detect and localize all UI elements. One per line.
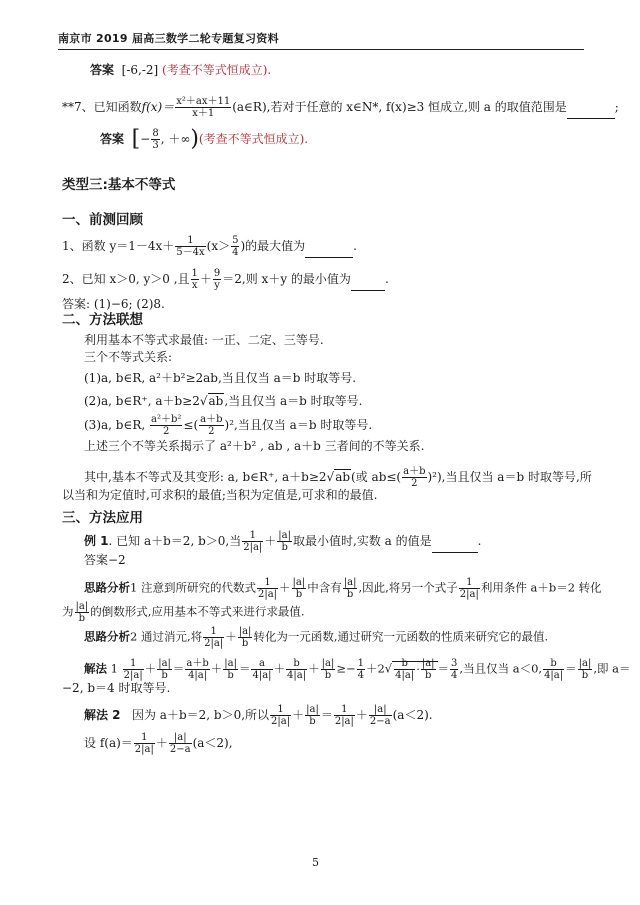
rq1-f1-den: 5－4x (176, 247, 205, 258)
rq2-f2-num: 9 (213, 268, 221, 279)
s1-fraction-10 (421, 658, 436, 681)
q7-fraction-num: x²＋ax＋11 (176, 96, 231, 107)
inequality-1: (1)a, b∈R, a²＋b²≥2ab,当且仅当 a＝b 时取等号. (84, 371, 357, 385)
s1-f4-num: |a| (224, 658, 237, 669)
solution-2-text-b: (a＜2). (392, 708, 433, 722)
s1-f5-num: a (251, 658, 272, 670)
solution-2-text-a: 因为 a＋b＝2, b＞0,所以 (131, 708, 270, 722)
section-2-title: 二、方法联想 (62, 312, 143, 328)
ineq2-text-a: (2)a, b∈R⁺, a＋b≥2 (84, 394, 200, 408)
method-summary: 上述三个不等关系揭示了 a²＋b² , ab , a＋b 三者间的不等关系. (84, 439, 425, 453)
rq1-end: . (353, 239, 357, 253)
s1-fraction-2 (157, 658, 172, 681)
rq2-f1-num: 1 (191, 268, 198, 279)
s2-f2-den: b (309, 716, 316, 727)
rq2-end: . (384, 272, 389, 286)
an1-fraction-3 (343, 577, 358, 600)
an1-f1-den: 2|a| (257, 589, 278, 600)
header-rule (58, 49, 584, 50)
s2-fraction-3 (334, 704, 355, 727)
ineq3-text-a: (3)a, b∈R, (84, 418, 146, 432)
s1-fraction-12 (543, 658, 564, 681)
ineq3-f1-num: a²＋b² (151, 414, 182, 425)
ineq2-text-b: ,当且仅当 a＝b 时取等号. (224, 394, 363, 408)
s2-fraction-4 (369, 704, 392, 727)
inequality-3 (84, 414, 372, 437)
rq2-f1-den: x (191, 280, 198, 291)
ex1-f1-den: 2|a| (243, 542, 263, 553)
example-1-text-b: 取最小值时,实数 a 的值是 (293, 534, 432, 548)
review-answers: 答案: (1)−6; (2)8. (62, 297, 165, 311)
answer-7-fraction-num: 8 (152, 128, 159, 139)
s1-eq: ＝ (437, 661, 450, 676)
s1-f2-num: |a| (158, 658, 171, 669)
ineq3-text-b: )²,当且仅当 a＝b 时取等号. (224, 418, 373, 432)
s1-ge: ≥− (336, 661, 356, 676)
s1-fraction-9 (394, 658, 415, 681)
answer-7-close-bracket: ) (190, 126, 199, 152)
solution-1-line-1: 解法 1 $\frac{1}{2|a|}$ ＋ $\frac{|a|}{b}$ ＝ $\frac{a+b}{4|a|}$ ＋ $\frac{|a|}{b}$ ＝ $\frac{a}{4|a|}$ ＋ $\frac{b}{4|a|}$ ＋ $\frac{|a|}{b}$ ≥− $\frac{1}{4}$ ＋2√ $\frac{b}{4|a|}$ · $\frac{|a|}{b}$ ＝ $\frac{3}{4}$ ,当且仅当 a＜0, $\frac{b}{4|a|}$ ＝ $\frac{|a|}{b}$ ,即 a＝ (84, 658, 631, 681)
analysis-1-line-1 (84, 577, 602, 600)
s1-fraction-6 (286, 658, 307, 681)
ex1-f2-den: b (281, 542, 288, 553)
s2-f4-num: |a| (369, 704, 392, 716)
s1-f11-num: 3 (451, 658, 458, 669)
q7-end: ; (614, 100, 619, 114)
answer-7-label: 答案 (100, 132, 125, 146)
corollary-f-num: a＋b (403, 466, 426, 477)
sqrt-sign: √ (384, 661, 393, 676)
s1-f13-num: |a| (578, 658, 592, 669)
corollary-fraction (402, 466, 426, 489)
s1-f9-den: 4|a| (395, 670, 415, 681)
review-question-2 (62, 268, 389, 291)
answer-6-note: (考查不等式恒成立). (162, 63, 272, 77)
review-question-1 (62, 235, 357, 258)
s2-f4-den: 2−a (369, 716, 391, 727)
ex1-plus: ＋ (264, 534, 277, 548)
s1-fraction-7 (321, 658, 336, 681)
an2-f1-den: 2|a| (204, 638, 224, 649)
s1-f10-den: b (424, 670, 432, 681)
an1-f1-num: 1 (257, 577, 278, 589)
an1-f5-num: |a| (75, 601, 89, 612)
s1-tail-2: ,即 a＝ (593, 661, 631, 676)
an1-fraction-5 (75, 601, 90, 624)
corollary-text-a: 其中,基本不等式及其变形: a, b∈R⁺, a＋b≥2 (84, 470, 327, 484)
rq2-text-a: 2、已知 x＞0, y＞0 ,且 (62, 272, 190, 286)
ex1-fraction-2 (277, 530, 292, 553)
s1-f2-den: b (161, 670, 168, 681)
s1-f13-den: b (581, 670, 589, 681)
s3-f2-den: 2−a (169, 744, 191, 755)
an2-plus: ＋ (225, 629, 237, 644)
solution-2-define-f: 设 f(a)＝ $\frac{1}{2|a|}$ ＋ $\frac{|a|}{2-a}$ (a＜2), (84, 732, 233, 755)
answer-6-line (90, 62, 271, 78)
rq2-answer-blank (351, 290, 385, 291)
answer-6-value: [-6,-2] (121, 63, 159, 77)
page-number: 5 (312, 856, 319, 869)
ex1-f2-num: |a| (278, 530, 291, 541)
corollary-f-den: 2 (411, 478, 418, 489)
analysis-2 (84, 626, 548, 649)
corollary-radicand: ab (335, 470, 351, 484)
answer-6-label: 答案 (90, 63, 115, 77)
corollary-text-c: )²),当且仅当 a＝b 时取等号,所 (427, 470, 592, 484)
an2-fraction-2 (238, 626, 253, 649)
s1-f10-num: |a| (421, 658, 435, 669)
an1-plus: ＋ (279, 580, 291, 595)
corollary-text-b: (或 ab≤( (351, 470, 402, 484)
s1-f1-den: 2|a| (123, 670, 143, 681)
s2-fraction-2 (305, 704, 320, 727)
answer-7-fraction-den: 3 (152, 140, 159, 151)
s1-f6-num: b (286, 658, 307, 670)
an1-fraction-1 (257, 577, 278, 600)
analysis-1-text-d: 利用条件 a＋b＝2 转化 (480, 580, 602, 595)
s3-f1-den: 2|a| (134, 744, 154, 755)
ineq3-fraction-2 (199, 414, 223, 437)
solution-1-line-2: −2, b＝4 时取等号. (62, 681, 171, 695)
an1-f2-num: |a| (292, 577, 306, 588)
rq2-fraction-1 (191, 268, 199, 291)
s1-f7-num: |a| (321, 658, 335, 669)
q7-mid: (a∈R),若对于任意的 x∈N*, f(x)≥3 恒成立,则 a 的取值范围是 (232, 100, 567, 114)
s1-f12-num: b (543, 658, 564, 670)
s1-fraction-11 (450, 658, 458, 681)
s2-fraction-1 (270, 704, 291, 727)
rq1-fraction-2 (231, 235, 239, 258)
rq1-f2-num: 5 (232, 235, 239, 246)
an1-f4-den: 2|a| (459, 589, 479, 600)
q7-fx: f(x)＝ (141, 100, 175, 114)
s2-f1-den: 2|a| (271, 716, 291, 727)
method-line-2: 三个不等式关系: (84, 350, 173, 364)
q7-fraction-den: x＋1 (192, 108, 215, 119)
rq2-plus: ＋ (199, 272, 212, 286)
s1-f1-num: 1 (123, 658, 144, 670)
example-1 (84, 530, 481, 553)
s1-tail: ,当且仅当 a＜0, (459, 661, 543, 676)
sqrt-sign: √ (199, 394, 208, 408)
q7-fraction (175, 96, 231, 119)
s1-f3-num: a＋b (186, 658, 209, 669)
s1-fraction-5 (251, 658, 272, 681)
solution-1-label: 解法 (84, 661, 107, 676)
analysis-1-line-2 (62, 601, 305, 624)
s1-f4-den: b (227, 670, 234, 681)
analysis-2-text-b: 转化为一元函数,通过研究一元函数的性质来研究它的最值. (253, 629, 549, 644)
an1-f2-den: b (295, 589, 303, 600)
example-1-answer: 答案−2 (84, 553, 126, 567)
solution-2: 解法 2 因为 a＋b＝2, b＞0,所以 $\frac{1}{2|a|}$ ＋ $\frac{|a|}{b}$ ＝ $\frac{1}{2|a|}$ ＋ $\frac{|a|}{2-a}$ (a＜2). (84, 704, 433, 727)
s2-f1-num: 1 (270, 704, 291, 716)
s1-f5-den: 4|a| (252, 670, 272, 681)
sqrt-sign: √ (326, 470, 335, 484)
rq1-f1-num: 1 (175, 235, 205, 247)
rq1-answer-blank (305, 257, 353, 258)
analysis-2-label: 思路分析 (84, 629, 130, 644)
s1-f11-den: 4 (451, 670, 458, 681)
define-f-text-a: 设 f(a)＝ (84, 736, 133, 750)
inequality-2 (84, 393, 362, 409)
s1-radicand: $\frac{b}{4|a|}$ · $\frac{|a|}{b}$ (392, 661, 437, 676)
ineq3-f2-den: 2 (208, 426, 215, 437)
ineq3-fraction-1 (150, 414, 182, 437)
analysis-1-text-c: ,因此,将另一个式子 (358, 580, 458, 595)
an1-f3-num: |a| (343, 577, 357, 588)
an2-f2-num: |a| (238, 626, 252, 637)
answer-7-infinity: , ＋∞ (160, 132, 191, 146)
answer-7-line (100, 128, 308, 151)
an2-f2-den: b (241, 638, 249, 649)
question-7 (62, 96, 619, 119)
rq2-f2-den: y (214, 280, 220, 291)
example-1-label: 例 1 (84, 534, 109, 548)
s2-f2-num: |a| (306, 704, 319, 715)
section-1-title: 一、前测回顾 (62, 212, 143, 228)
an1-fraction-2 (292, 577, 307, 600)
ex1-fraction-1 (242, 530, 263, 553)
ineq3-f2-num: a＋b (200, 414, 223, 425)
s1-f9-num: b (394, 658, 415, 670)
rq2-text-b: ＝2,则 x＋y 的最小值为 (222, 272, 351, 286)
example-1-text-a: . 已知 a＋b＝2, b＞0,当 (108, 534, 242, 548)
q7-answer-blank (567, 118, 615, 119)
an1-f5-den: b (78, 613, 86, 624)
s1-f7-den: b (324, 670, 332, 681)
s1-fraction-1 (123, 658, 144, 681)
answer-7-minus: − (140, 132, 151, 146)
analysis-1-text-a: 1 注意到所研究的代数式 (130, 580, 256, 595)
type-3-title: 类型三:基本不等式 (62, 177, 176, 193)
analysis-1-label: 思路分析 (84, 580, 130, 595)
s2-f3-num: 1 (334, 704, 355, 716)
an1-fraction-4 (459, 577, 480, 600)
answer-7-fraction (151, 128, 159, 151)
s3-fraction-2 (169, 732, 192, 755)
rq2-fraction-2 (213, 268, 221, 291)
s1-plus-two: ＋2 (365, 661, 385, 676)
s1-f8-den: 4 (357, 670, 364, 681)
s2-f3-den: 2|a| (334, 716, 354, 727)
solution-1-number: 1 (110, 661, 118, 676)
s1-f6-den: 4|a| (287, 670, 307, 681)
rq1-text-a: 1、函数 y＝1－4x＋ (62, 239, 175, 253)
method-corollary-line-1 (84, 466, 592, 489)
solution-2-label: 解法 2 (84, 708, 121, 722)
example-1-answer-blank (432, 552, 478, 553)
an1-f3-den: b (346, 589, 354, 600)
s1-f8-num: 1 (357, 658, 364, 669)
s3-f2-num: |a| (169, 732, 192, 744)
an1-f4-num: 1 (459, 577, 480, 589)
section-3-title: 三、方法应用 (62, 510, 143, 526)
ineq3-f1-den: 2 (163, 426, 170, 437)
running-header: 南京市 2019 届高三数学二轮专题复习资料 (58, 32, 279, 45)
s1-fraction-13 (578, 658, 593, 681)
analysis-2-text-a: 2 通过消元,将 (130, 629, 203, 644)
answer-7-note: (考查不等式恒成立). (198, 132, 309, 146)
analysis-1-text-e: 的倒数形式,应用基本不等式来进行求最值. (90, 604, 305, 619)
ineq3-mid: ≤( (183, 418, 199, 432)
ex1-f1-num: 1 (242, 530, 263, 542)
ineq2-radicand: ab (208, 394, 224, 408)
s1-f3-den: 4|a| (188, 670, 208, 681)
s1-f12-den: 4|a| (544, 670, 564, 681)
method-line-1: 利用基本不等式求最值: 一正、二定、三等号. (84, 333, 324, 347)
answer-7-open-bracket: [ (131, 126, 141, 152)
define-f-text-b: (a＜2), (192, 736, 233, 750)
s1-fraction-4 (223, 658, 238, 681)
an2-fraction-1 (203, 626, 224, 649)
s3-fraction-1 (134, 732, 155, 755)
analysis-1-text-e-pre: 为 (62, 604, 74, 619)
example-1-end: . (477, 534, 482, 548)
rq1-f2-den: 4 (232, 247, 239, 258)
s3-f1-num: 1 (134, 732, 155, 744)
q7-prefix: **7、已知函数 (62, 100, 142, 114)
analysis-1-text-b: 中含有 (307, 580, 342, 595)
rq1-text-c: )的最大值为 (240, 239, 306, 253)
s1-fraction-3 (185, 658, 209, 681)
an2-f1-num: 1 (203, 626, 224, 638)
rq1-fraction-1 (175, 235, 205, 258)
s1-fraction-8 (357, 658, 365, 681)
rq1-text-b: (x＞ (206, 239, 231, 253)
method-corollary-line-2: 以当和为定值时,可求积的最值;当积为定值是,可求和的最值. (62, 488, 378, 502)
